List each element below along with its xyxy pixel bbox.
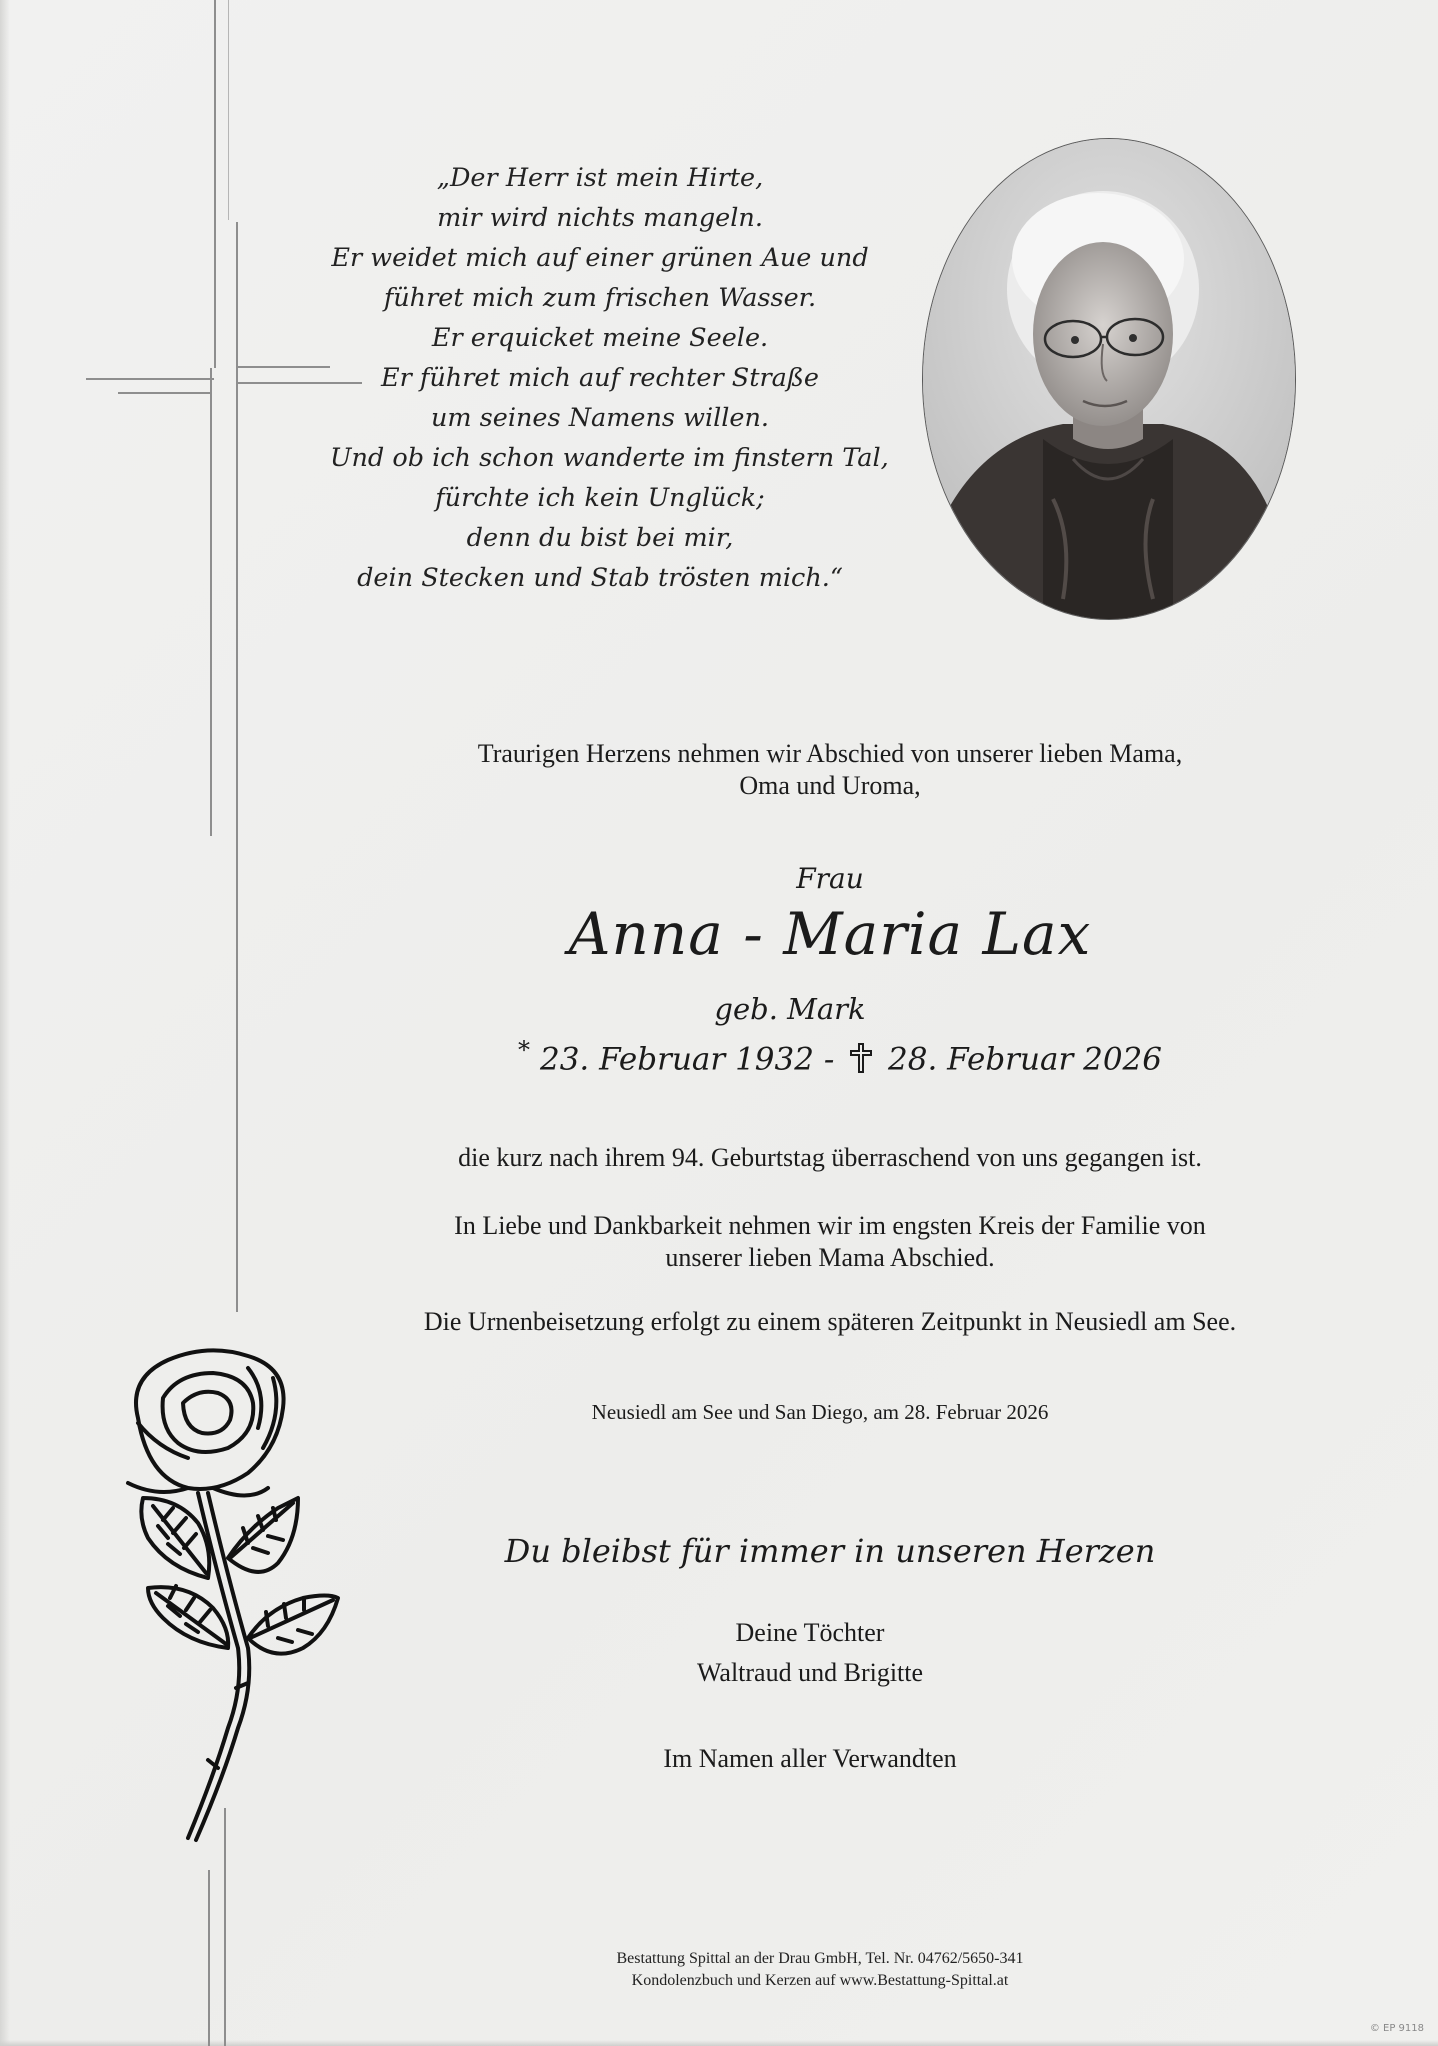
death-cross-icon [850,1043,872,1073]
psalm-line: führet mich zum frischen Wasser. [383,283,817,313]
closing-line: Du bleibst für immer in unseren Herzen [504,1532,1156,1570]
print-code: © EP 9118 [1369,2023,1424,2034]
intro-line: Traurigen Herzens nehmen wir Abschied von unserer lieben Mama, [477,739,1183,768]
salutation: Frau [796,862,864,895]
psalm-line: mir wird nichts mangeln. [437,203,763,233]
intro-line: Oma und Uroma, [739,771,921,800]
psalm-line: Er führet mich auf rechter Straße [381,363,819,393]
footer [480,1948,1160,1992]
signature-line: Deine Töchter [735,1618,885,1647]
maiden-name: geb. Mark [714,992,866,1026]
psalm-line: Er erquicket meine Seele. [431,323,769,353]
birth-symbol: * [517,1036,530,1064]
signature-line: Im Namen aller Verwandten [663,1744,957,1773]
psalm-line: dein Stecken und Stab trösten mich.“ [357,563,843,593]
portrait-photo [922,138,1296,620]
farewell-line: In Liebe und Dankbarkeit nehmen wir im engsten Kreis der Familie von [454,1211,1206,1240]
psalm-quote [330,158,889,598]
psalm-line: denn du bist bei mir, [466,523,734,553]
signature-line: Waltraud und Brigitte [696,1658,924,1687]
rose-illustration [118,1348,358,1848]
passing-text: die kurz nach ihrem 94. Geburtstag überraschend von uns gegangen ist. [458,1143,1202,1172]
deceased-name: Anna - Maria Lax [568,900,1092,968]
footer-line: Bestattung Spittal an der Drau GmbH, Tel. Nr. 04762/5650-341 [616,1950,1024,1967]
intro-text [380,738,1280,802]
farewell-line: unserer lieben Mama Abschied. [665,1243,995,1272]
farewell-text [340,1210,1320,1274]
paper-bottom-edge [0,2040,1438,2046]
psalm-line: Und ob ich schon wanderte im finstern Tal, [330,443,889,473]
footer-line: Kondolenzbuch und Kerzen auf www.Bestattung-Spittal.at [631,1972,1009,1989]
paper-edge [0,0,10,2046]
psalm-line: um seines Namens willen. [430,403,770,433]
death-date: 28. Februar 2026 [888,1041,1163,1078]
life-dates [470,1036,1210,1079]
burial-text: Die Urnenbeisetzung erfolgt zu einem späteren Zeitpunkt in Neusiedl am See. [423,1307,1237,1336]
birth-date: 23. Februar 1932 - [539,1041,835,1078]
psalm-line: „Der Herr ist mein Hirte, [436,163,764,193]
psalm-line: fürchte ich kein Unglück; [435,483,765,513]
psalm-line: Er weidet mich auf einer grünen Aue und [331,243,869,273]
place-date: Neusiedl am See und San Diego, am 28. Februar 2026 [591,1400,1049,1424]
